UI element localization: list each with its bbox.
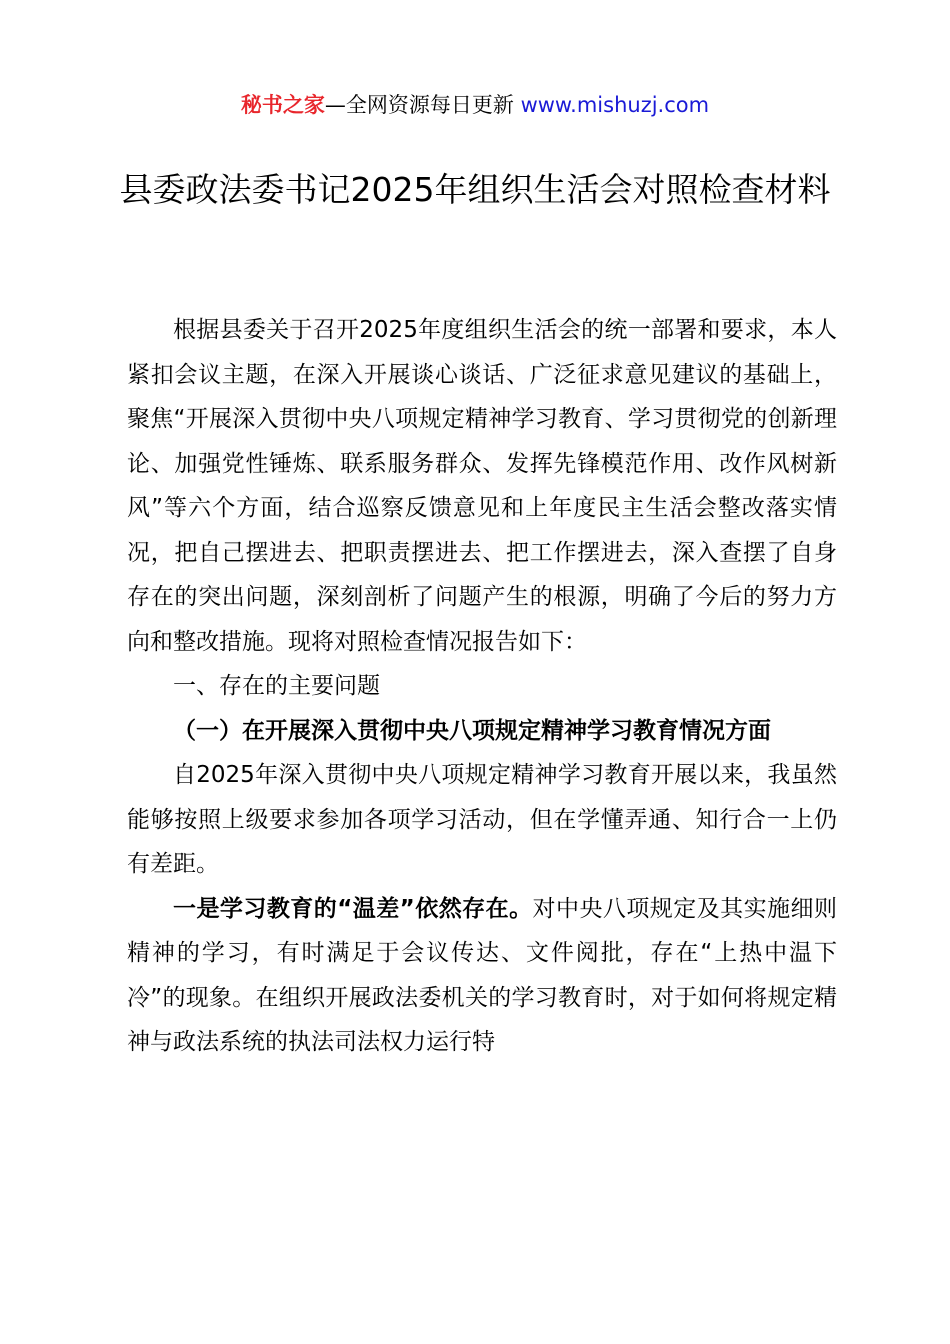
document-title: 县委政法委书记2025年组织生活会对照检查材料 [119,170,831,209]
section-heading: 一、存在的主要问题 [173,673,380,699]
header-slogan: —全网资源每日更新 [324,93,514,117]
point-one-paragraph [127,887,837,1065]
point-one-body: 对中央八项规定及其实施细则精神的学习，有时满足于会议传达、文件阅批，存在“上热中温下冷”的现象。在组织开展政法委机关的学习教育时，对于如何将规定精神与政法系统的执法司法权力运行特 [127,895,838,1055]
subsection-heading: （一）在开展深入贯彻中央八项规定精神学习教育情况方面 [173,717,771,744]
document-body [127,308,837,1065]
site-url-link[interactable]: www.mishuzj.com [520,93,710,117]
brand-name: 秘书之家 [240,93,325,117]
intro-paragraph: 根据县委关于召开2025年度组织生活会的统一部署和要求，本人紧扣会议主题，在深入开展谈心谈话、广泛征求意见建议的基础上，聚焦“开展深入贯彻中央八项规定精神学习教育、学习贯彻党的创新理论、加强党性锤炼、联系服务群众、发挥先锋模范作用、改作风树新风”等六个方面，结合巡察反馈意见和上年度民主生活会整改落实情况，把自己摆进去、把职责摆进去、把工作摆进去，深入查摆了自身存在的突出问题，深刻剖析了问题产生的根源，明确了今后的努力方向和整改措施。现将对照检查情况报告如下： [127,317,837,655]
site-header [0,88,950,122]
point-one-lead: 一是学习教育的“温差”依然存在。 [173,895,533,922]
subsection-intro-paragraph: 自2025年深入贯彻中央八项规定精神学习教育开展以来，我虽然能够按照上级要求参加各项学习活动，但在学懂弄通、知行合一上仍有差距。 [127,762,837,877]
